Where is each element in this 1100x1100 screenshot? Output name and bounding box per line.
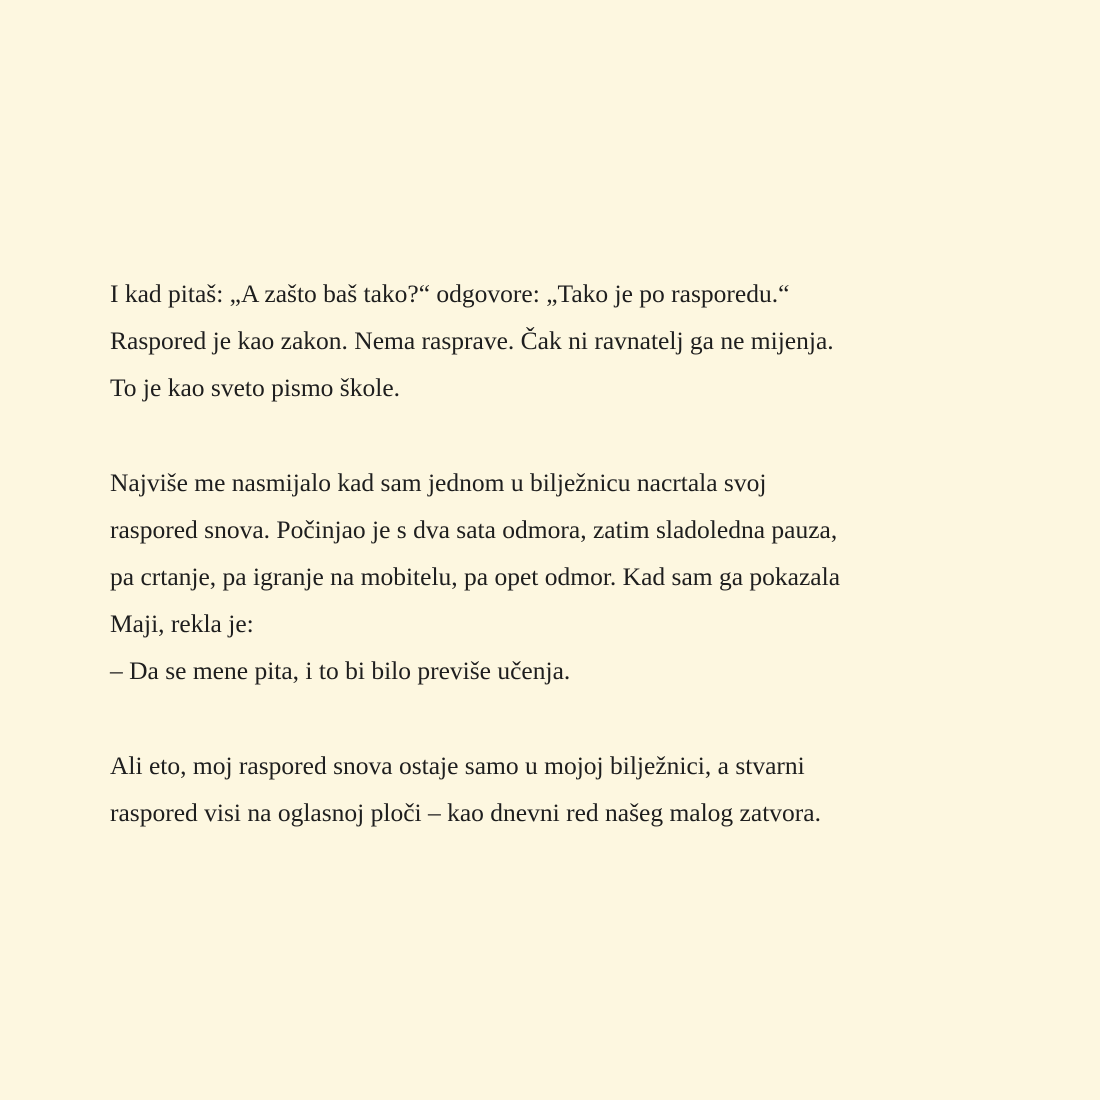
paragraph-2 bbox=[110, 459, 1010, 694]
paragraph-3 bbox=[110, 742, 1010, 836]
text-line: Najviše me nasmijalo kad sam jednom u bilježnicu nacrtala svoj bbox=[110, 468, 767, 497]
text-line: raspored snova. Počinjao je s dva sata odmora, zatim sladoledna pauza, bbox=[110, 515, 838, 544]
text-line: Ali eto, moj raspored snova ostaje samo u mojoj bilježnici, a stvarni bbox=[110, 751, 805, 780]
text-line: Raspored je kao zakon. Nema rasprave. Čak ni ravnatelj ga ne mijenja. bbox=[110, 326, 834, 355]
paragraph-spacer bbox=[110, 694, 1010, 742]
text-line: I kad pitaš: „A zašto baš tako?“ odgovore: „Tako je po rasporedu.“ bbox=[110, 279, 790, 308]
text-line: To je kao sveto pismo škole. bbox=[110, 373, 401, 402]
text-line: raspored visi na oglasnoj ploči – kao dnevni red našeg malog zatvora. bbox=[110, 798, 821, 827]
dialogue-line: – Da se mene pita, i to bi bilo previše učenja. bbox=[110, 656, 571, 685]
paragraph-spacer bbox=[110, 411, 1010, 459]
text-line: pa crtanje, pa igranje na mobitelu, pa opet odmor. Kad sam ga pokazala bbox=[110, 562, 841, 591]
body-text bbox=[110, 270, 1010, 836]
text-line: Maji, rekla je: bbox=[110, 609, 254, 638]
paragraph-1 bbox=[110, 270, 1010, 411]
